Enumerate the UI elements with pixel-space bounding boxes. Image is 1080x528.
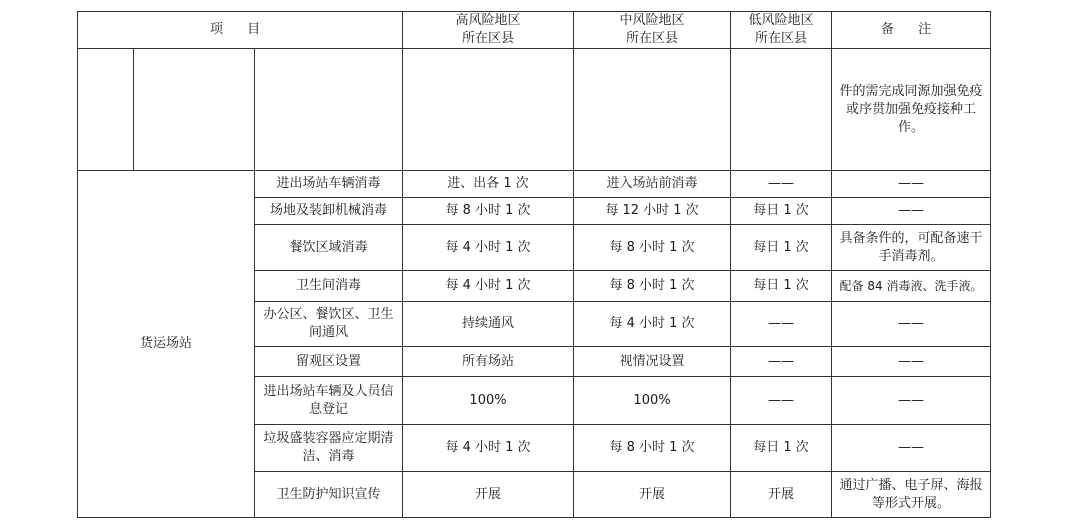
continued-cell-2 <box>134 49 255 171</box>
row-low: —— <box>731 347 832 377</box>
header-mid-risk <box>574 12 731 49</box>
row-mid: 每 4 小时 1 次 <box>574 302 731 347</box>
row-high: 开展 <box>403 472 574 518</box>
header-high-risk <box>403 12 574 49</box>
row-high: 进、出各 1 次 <box>403 171 574 198</box>
row-mid: 视情况设置 <box>574 347 731 377</box>
row-mid: 每 8 小时 1 次 <box>574 225 731 271</box>
continued-note: 件的需完成同源加强免疫或序贯加强免疫接种工作。 <box>832 49 991 171</box>
row-mid: 100% <box>574 377 731 425</box>
row-item: 场地及装卸机械消毒 <box>255 198 403 225</box>
row-item: 卫生防护知识宣传 <box>255 472 403 518</box>
header-row <box>78 12 991 49</box>
row-mid: 开展 <box>574 472 731 518</box>
row-high: 每 4 小时 1 次 <box>403 271 574 302</box>
row-note: —— <box>832 377 991 425</box>
row-low: —— <box>731 377 832 425</box>
row-note: —— <box>832 425 991 472</box>
row-note: —— <box>832 198 991 225</box>
row-mid: 每 8 小时 1 次 <box>574 425 731 472</box>
row-low: 开展 <box>731 472 832 518</box>
row-item: 进出场站车辆消毒 <box>255 171 403 198</box>
row-note: —— <box>832 302 991 347</box>
header-item: 项 目 <box>78 12 403 49</box>
row-note: —— <box>832 347 991 377</box>
row-high: 持续通风 <box>403 302 574 347</box>
continued-cell-4 <box>403 49 574 171</box>
row-mid: 进入场站前消毒 <box>574 171 731 198</box>
row-high: 所有场站 <box>403 347 574 377</box>
row-mid: 每 8 小时 1 次 <box>574 271 731 302</box>
row-low: 每日 1 次 <box>731 225 832 271</box>
row-low: —— <box>731 302 832 347</box>
continued-cell-5 <box>574 49 731 171</box>
row-note: 配备 84 消毒液、洗手液。 <box>832 271 991 302</box>
row-note: —— <box>832 171 991 198</box>
row-item: 办公区、餐饮区、卫生间通风 <box>255 302 403 347</box>
row-item: 进出场站车辆及人员信息登记 <box>255 377 403 425</box>
risk-measures-table <box>77 11 991 518</box>
row-item: 垃圾盛装容器应定期清洁、消毒 <box>255 425 403 472</box>
row-note: 具备条件的，可配备速干手消毒剂。 <box>832 225 991 271</box>
row-low: 每日 1 次 <box>731 198 832 225</box>
category-cell: 货运场站 <box>78 171 255 518</box>
row-high: 100% <box>403 377 574 425</box>
row-high: 每 4 小时 1 次 <box>403 425 574 472</box>
continued-cell-3 <box>255 49 403 171</box>
table-row <box>78 171 991 198</box>
header-high-risk-text: 高风险地区 所在区县 <box>455 13 521 46</box>
row-note: 通过广播、电子屏、海报等形式开展。 <box>832 472 991 518</box>
row-high: 每 8 小时 1 次 <box>403 198 574 225</box>
row-item: 餐饮区域消毒 <box>255 225 403 271</box>
continued-cell-1 <box>78 49 134 171</box>
row-low: 每日 1 次 <box>731 425 832 472</box>
row-item: 留观区设置 <box>255 347 403 377</box>
row-mid: 每 12 小时 1 次 <box>574 198 731 225</box>
header-mid-risk-text: 中风险地区 所在区县 <box>619 13 685 46</box>
header-low-risk <box>731 12 832 49</box>
continued-cell-6 <box>731 49 832 171</box>
row-high: 每 4 小时 1 次 <box>403 225 574 271</box>
header-low-risk-text: 低风险地区 所在区县 <box>748 13 814 46</box>
row-low: —— <box>731 171 832 198</box>
header-note: 备 注 <box>832 12 991 49</box>
row-low: 每日 1 次 <box>731 271 832 302</box>
row-item: 卫生间消毒 <box>255 271 403 302</box>
continued-row <box>78 49 991 171</box>
